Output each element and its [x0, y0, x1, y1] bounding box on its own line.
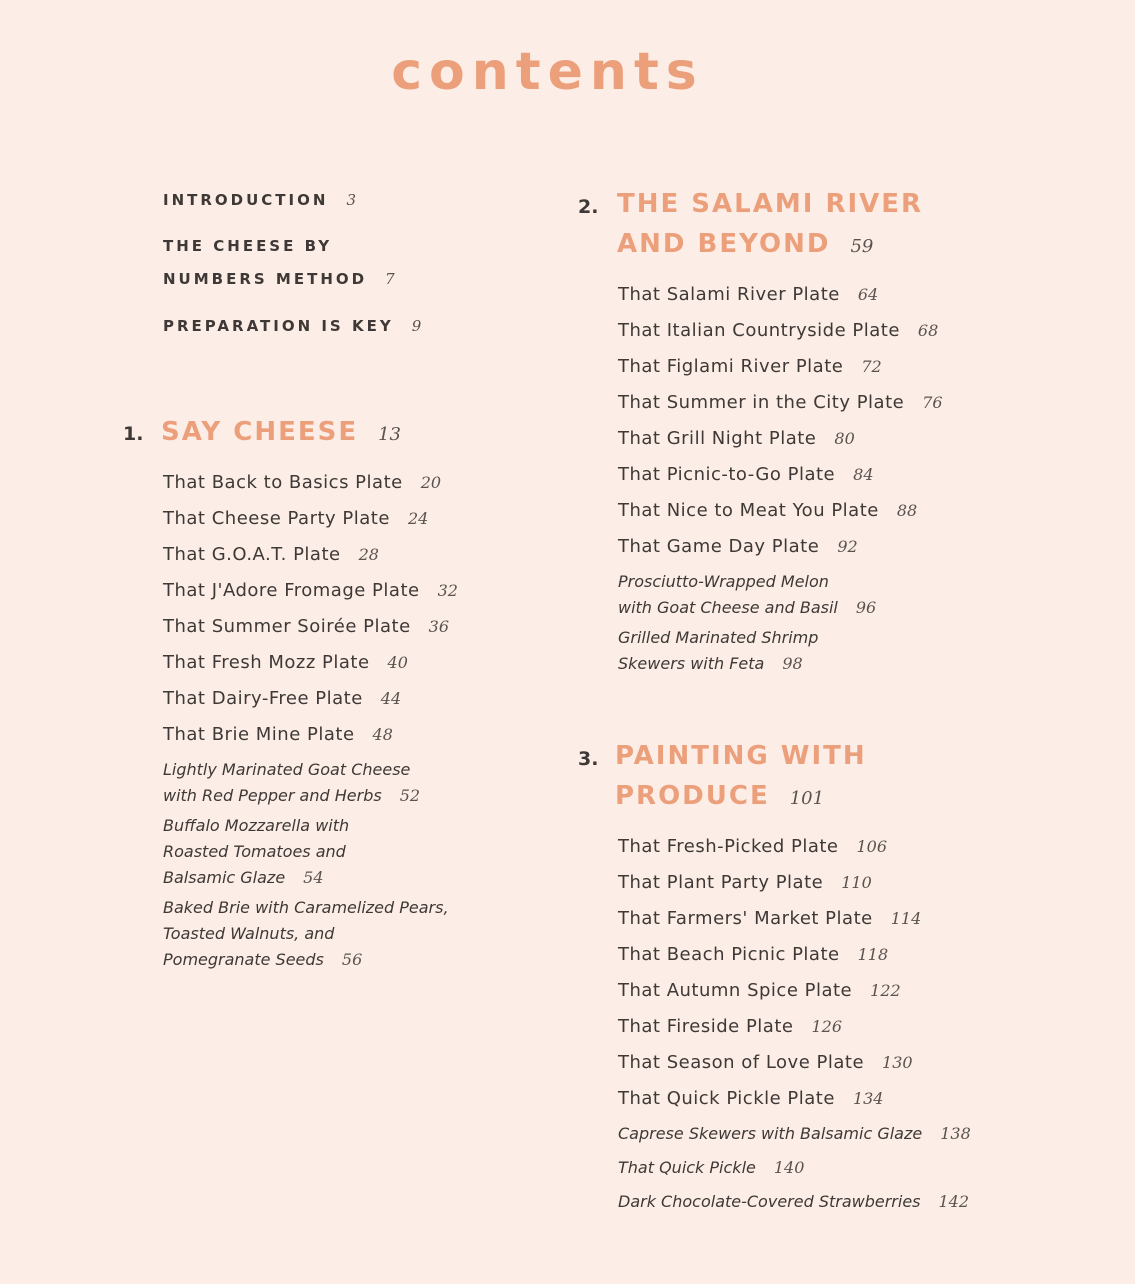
- recipe-line: Baked Brie with Caramelized Pears,: [163, 898, 449, 917]
- entry-label: That Salami River Plate: [618, 284, 840, 305]
- page-number: 101: [789, 788, 825, 809]
- toc-entry[interactable]: [618, 277, 943, 313]
- page-number: 40: [387, 653, 408, 672]
- page-number: 76: [922, 393, 943, 412]
- page-number: 3: [346, 191, 356, 209]
- recipe-line: Dark Chocolate-Covered Strawberries: [618, 1192, 921, 1211]
- entry-label: That Figlami River Plate: [618, 356, 844, 377]
- page-number: 56: [341, 950, 363, 969]
- page-number: 110: [841, 873, 872, 892]
- toc-recipe-entry[interactable]: [618, 625, 943, 677]
- recipe-line: Lightly Marinated Goat Cheese: [163, 760, 411, 779]
- page-number: 28: [358, 545, 379, 564]
- chapter-title[interactable]: [617, 184, 923, 267]
- page-number: 106: [856, 837, 888, 856]
- page-number: 59: [850, 236, 874, 257]
- chapter-title-line: THE SALAMI RIVER: [617, 189, 924, 219]
- chapter-2-list: [618, 277, 943, 681]
- page-number: 72: [861, 357, 882, 376]
- toc-recipe-entry[interactable]: [618, 1117, 971, 1151]
- entry-label: That Fresh Mozz Plate: [163, 652, 370, 673]
- entry-label: That Quick Pickle Plate: [618, 1088, 835, 1109]
- toc-entry[interactable]: [618, 457, 943, 493]
- entry-label: That Season of Love Plate: [618, 1052, 865, 1073]
- entry-label: That Fresh-Picked Plate: [618, 836, 839, 857]
- chapter-3-list: [618, 829, 971, 1219]
- page-number: 118: [857, 945, 889, 964]
- page-number: 13: [378, 424, 401, 445]
- toc-recipe-entry[interactable]: [618, 569, 943, 621]
- page-number: 84: [853, 465, 874, 484]
- entry-label: That J'Adore Fromage Plate: [163, 580, 420, 601]
- toc-entry[interactable]: [163, 501, 458, 537]
- entry-label: That Nice to Meat You Plate: [618, 500, 879, 521]
- toc-recipe-entry[interactable]: [163, 895, 458, 973]
- recipe-line: Balsamic Glaze: [163, 868, 286, 887]
- toc-recipe-entry[interactable]: [163, 813, 458, 891]
- page-number: 80: [834, 429, 855, 448]
- page-number: 140: [773, 1158, 805, 1177]
- entry-label: That Dairy-Free Plate: [163, 688, 363, 709]
- toc-entry-cheese-by-numbers[interactable]: [163, 230, 395, 296]
- entry-label: That Fireside Plate: [618, 1016, 794, 1037]
- toc-entry[interactable]: [163, 681, 458, 717]
- toc-entry[interactable]: [618, 937, 971, 973]
- toc-entry[interactable]: [618, 529, 943, 565]
- entry-label: That Cheese Party Plate: [163, 508, 390, 529]
- page-number: 54: [303, 868, 324, 887]
- entry-label: That G.O.A.T. Plate: [163, 544, 341, 565]
- entry-label: That Summer Soirée Plate: [163, 616, 411, 637]
- recipe-line: Buffalo Mozzarella with: [163, 816, 350, 835]
- page-number: 7: [385, 270, 395, 288]
- chapter-title-line: PAINTING WITH: [615, 741, 867, 771]
- page-number: 52: [399, 786, 421, 805]
- page-number: 64: [857, 285, 879, 304]
- page-number: 68: [917, 321, 939, 340]
- entry-label: NUMBERS METHOD: [163, 270, 368, 288]
- toc-entry[interactable]: [618, 421, 943, 457]
- page-number: 9: [411, 317, 422, 335]
- recipe-line: Toasted Walnuts, and: [163, 924, 335, 943]
- toc-entry[interactable]: [618, 493, 943, 529]
- page-number: 24: [407, 509, 429, 528]
- chapter-title-line: PRODUCE: [615, 781, 770, 811]
- entry-label: That Farmers' Market Plate: [618, 908, 873, 929]
- page-number: 142: [938, 1192, 970, 1211]
- recipe-line: with Goat Cheese and Basil: [618, 598, 838, 617]
- entry-label: That Summer in the City Plate: [618, 392, 905, 413]
- toc-entry[interactable]: [618, 385, 943, 421]
- entry-label: THE CHEESE BY: [163, 237, 333, 255]
- entry-label: That Brie Mine Plate: [163, 724, 355, 745]
- entry-label: That Grill Night Plate: [618, 428, 817, 449]
- page-number: 98: [782, 654, 803, 673]
- toc-recipe-entry[interactable]: [163, 757, 458, 809]
- recipe-line: Caprese Skewers with Balsamic Glaze: [618, 1124, 923, 1143]
- entry-label: That Picnic-to-Go Plate: [618, 464, 836, 485]
- entry-label: That Beach Picnic Plate: [618, 944, 840, 965]
- page-number: 122: [870, 981, 901, 1000]
- entry-label: That Back to Basics Plate: [163, 472, 403, 493]
- chapter-title-line: SAY CHEESE: [161, 417, 359, 447]
- entry-label: INTRODUCTION: [163, 191, 329, 209]
- recipe-line: Prosciutto-Wrapped Melon: [618, 572, 829, 591]
- page-title: contents: [391, 42, 704, 102]
- toc-entry[interactable]: [163, 573, 458, 609]
- toc-entry[interactable]: [618, 865, 971, 901]
- page-number: 96: [855, 598, 877, 617]
- page-number: 92: [837, 537, 858, 556]
- toc-entry[interactable]: [618, 1045, 971, 1081]
- page-number: 88: [896, 501, 918, 520]
- recipe-line: with Red Pepper and Herbs: [163, 786, 382, 805]
- chapter-title[interactable]: [615, 736, 867, 819]
- toc-entry-introduction[interactable]: [163, 184, 356, 217]
- toc-entry[interactable]: [618, 1081, 971, 1117]
- entry-label: That Game Day Plate: [618, 536, 820, 557]
- toc-entry[interactable]: [618, 973, 971, 1009]
- entry-label: PREPARATION IS KEY: [163, 317, 394, 335]
- chapter-title-line: AND BEYOND: [617, 229, 831, 259]
- chapter-number: 3.: [578, 748, 599, 770]
- chapter-title[interactable]: [161, 412, 401, 455]
- toc-entry[interactable]: [618, 313, 943, 349]
- toc-recipe-entry[interactable]: [618, 1151, 971, 1185]
- page-number: 114: [890, 909, 922, 928]
- page-number: 36: [428, 617, 450, 636]
- page-number: 44: [380, 689, 402, 708]
- toc-entry-preparation[interactable]: [163, 310, 421, 343]
- toc-entry[interactable]: [163, 465, 458, 501]
- chapter-1-list: [163, 465, 458, 977]
- toc-recipe-entry[interactable]: [618, 1185, 971, 1219]
- recipe-line: Skewers with Feta: [618, 654, 765, 673]
- page-number: 130: [882, 1053, 913, 1072]
- recipe-line: Grilled Marinated Shrimp: [618, 628, 819, 647]
- entry-label: That Italian Countryside Plate: [618, 320, 900, 341]
- chapter-number: 1.: [123, 423, 144, 445]
- toc-entry[interactable]: [163, 537, 458, 573]
- page-number: 138: [940, 1124, 971, 1143]
- toc-entry[interactable]: [618, 1009, 971, 1045]
- toc-entry[interactable]: [618, 829, 971, 865]
- recipe-line: That Quick Pickle: [618, 1158, 756, 1177]
- page-number: 48: [372, 725, 393, 744]
- toc-entry[interactable]: [618, 349, 943, 385]
- toc-entry[interactable]: [618, 901, 971, 937]
- recipe-line: Pomegranate Seeds: [163, 950, 324, 969]
- page-number: 32: [437, 581, 458, 600]
- toc-entry[interactable]: [163, 609, 458, 645]
- page-number: 20: [420, 473, 442, 492]
- toc-entry[interactable]: [163, 645, 458, 681]
- chapter-number: 2.: [578, 196, 599, 218]
- toc-entry[interactable]: [163, 717, 458, 753]
- page-number: 126: [811, 1017, 843, 1036]
- page-number: 134: [852, 1089, 884, 1108]
- entry-label: That Plant Party Plate: [618, 872, 824, 893]
- entry-label: That Autumn Spice Plate: [618, 980, 853, 1001]
- recipe-line: Roasted Tomatoes and: [163, 842, 346, 861]
